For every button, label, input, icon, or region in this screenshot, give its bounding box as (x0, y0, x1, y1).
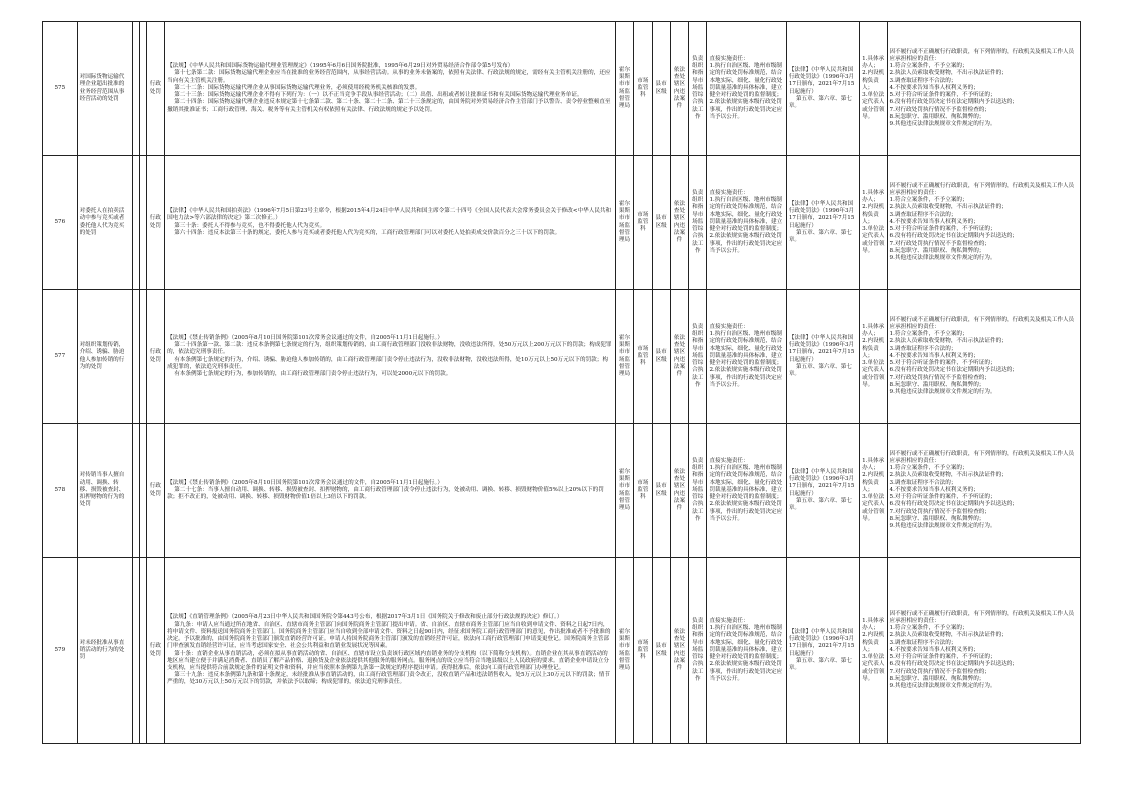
responsible-subject: 1.具体承办人； 2.内设机构负责人； 3.单位法定代表人或分管领导。 (860, 22, 887, 156)
table-row (43, 558, 1081, 744)
internal-unit: 市场监管科 (634, 424, 652, 558)
table-row (43, 22, 1081, 156)
accountability-situations: 因不履行或不正确履行行政职责，有下列情形的，行政机关及相关工作人员应承担相应的责任： 1.符合立案条件，不予立案的； 2.执法人员索取收受财物，不出示执法证件的； 3.调查取证程序不合法的； 4.不按要求告知当事人权利义务的； 5.对于符合听证条件的案件，不予听证的； 6.没有将行政处罚决定书在法定期限内予以送达的； 7.对行政处罚执行情况不予监督检查的； 8.玩忽职守、滥用职权、徇私舞弊的； 9.其他违反法律法规规章文件规定的行为。 (887, 424, 1080, 558)
unit-duty: 负责组织和指导市场监管综合执法工作 (689, 558, 707, 744)
table-row (43, 424, 1081, 558)
unit-duty: 负责组织和指导市场监管综合执法工作 (689, 22, 707, 156)
exercise-level: 县市区级 (652, 156, 670, 290)
sub-item-cell (132, 558, 139, 744)
responsibility-items: 直接实施责任： 1.执行自治区级、地州市级制定的行政处罚标准规范，结合本地实际，细化、量化行政处罚裁量基准的具体标准，建立健全对行政处罚的监督制度； 2.依法依规实施本级行政处罚事项，作出的行政处罚决定应当予以公开。 (707, 424, 786, 558)
responsibility-items: 直接实施责任： 1.执行自治区级、地州市级制定的行政处罚标准规范，结合本地实际，细化、量化行政处罚裁量基准的具体标准，建立健全对行政处罚的监督制度； 2.依法依规实施本级行政处罚事项，作出的行政处罚决定应当予以公开。 (707, 558, 786, 744)
responsibility-items: 直接实施责任： 1.执行自治区级、地州市级制定的行政处罚标准规范，结合本地实际，细化、量化行政处罚裁量基准的具体标准，建立健全对行政处罚的监督制度； 2.依法依规实施本级行政处罚事项，作出的行政处罚决定应当予以公开。 (707, 22, 786, 156)
exercise-level: 县市区级 (652, 558, 670, 744)
power-type: 行政处罚 (146, 290, 164, 424)
department: 霍尔果斯市市场监督管理局 (615, 558, 633, 744)
responsible-subject: 1.具体承办人； 2.内设机构负责人； 3.单位法定代表人或分管领导。 (860, 156, 887, 290)
power-list-table (42, 21, 1081, 744)
exercise-scope: 依法查处辖区内违法案件 (670, 22, 688, 156)
accountability-situations: 因不履行或不正确履行行政职责，有下列情形的，行政机关及相关工作人员应承担相应的责任： 1.符合立案条件，不予立案的； 2.执法人员索取收受财物，不出示执法证件的； 3.调查取证程序不合法的； 4.不按要求告知当事人权利义务的； 5.对于符合听证条件的案件，不予听证的； 6.没有将行政处罚决定书在法定期限内予以送达的； 7.对行政处罚执行情况不予监督检查的； 8.玩忽职守、滥用职权、徇私舞弊的； 9.其他违反法律法规规章文件规定的行为。 (887, 558, 1080, 744)
department: 霍尔果斯市市场监督管理局 (615, 22, 633, 156)
department: 霍尔果斯市市场监督管理局 (615, 424, 633, 558)
row-number: 579 (43, 558, 78, 744)
unit-duty: 负责组织和指导市场监管综合执法工作 (689, 424, 707, 558)
unit-duty: 负责组织和指导市场监管综合执法工作 (689, 156, 707, 290)
item-name: 对传销当事人擅自动用、调换、转移、损毁被查封、扣押财物的行为的处罚 (77, 424, 132, 558)
sub-item-cell (132, 156, 139, 290)
responsible-subject: 1.具体承办人； 2.内设机构负责人； 3.单位法定代表人或分管领导。 (860, 424, 887, 558)
legal-basis: 【法规】《直销管理条例》（2005年8月23日中华人民共和国国务院令第443号公布，根据2017年3月1日《国务院关于修改和废止部分行政法规的决定》修订。） 第九条：申请人应当通过所在地省、自治区、直辖市商务主管部门向国务院商务主管部门提出申请。省、自治区、直辖市商务主管部门应当自收到申请文件、资料之日起7日内，将申请文件、资料报送国务院商务主管部门。国务院商务主管部门应当自收到全部申请文件、资料之日起90日内，经征求国务院工商行政管理部门的意见，作出批准或者不予批准的决定。予以批准的，由国务院商务主管部门颁发直销经营许可证。申请人持国务院商务主管部门颁发的直销经营许可证，依法向工商行政管理部门申请变更登记。国务院商务主管部门审查颁发直销经营许可证，应当考虑国家安全、社会公共利益和直销业发展状况等因素。 第十条：直销企业从事直销活动，必须在拟从事直销活动的省、自治区、直辖市设立负责该行政区域内直销业务的分支机构（以下简称分支机构）。直销企业在其从事直销活动的地区应当建立便于并满足消费者、直销员了解产品价格、退换货及企业依法提供其他服务的服务网点。服务网点的设立应当符合当地县级以上人民政府的要求。直销企业申请设立分支机构，应当提供符合前款规定条件的证明文件和资料，并应当依照本条例第九条第一款规定的程序提出申请。获得批准后，依法向工商行政管理部门办理登记。 第三十九条：违反本条例第九条和第十条规定，未经批准从事直销活动的，由工商行政管理部门责令改正，没收直销产品和违法销售收入，处5万元以上30万元以下的罚款；情节严重的，处30万元以上50万元以下的罚款，并依法予以取缔；构成犯罪的，依法追究刑事责任。 (165, 558, 616, 744)
sub-item-cell-2 (139, 156, 146, 290)
sub-item-cell-2 (139, 290, 146, 424)
exercise-scope: 依法查处辖区内违法案件 (670, 156, 688, 290)
legal-basis: 【法规】《中华人民共和国国际货物运输代理业管理规定》（1995年6月6日国务院批准，1995年6月29日对外贸易经济合作部令第5号发布） 第十七条第二款：国际货物运输代理企业应当在批准的业务经营范围内，从事经营活动。从事的业务未备案的，依照有关法律、行政法规的规定，需经有关主管机关注册的，还应当向有关主管机关注册。 第二十二条：国际货物运输代理企业从事国际货物运输代理业务，必须使用经税务机关核准的发票。 第二十三条：国际货物运输代理企业不得有下列行为：（一）以不正当竞争手段从事经营活动；（二）出借、出租或者转让批准证书和有关国际货物运输代理业务单证。 第二十四条：国际货物运输代理企业违反本规定第十七条第二款、第二十条、第二十二条、第二十三条规定的，由国务院对外贸易经济合作主管部门予以警告、责令停业整顿直至撤销其批准证书；工商行政管理、海关、税务等有关主管机关有权依照有关法律、行政法规的规定予以处罚。 (165, 22, 616, 156)
department: 霍尔果斯市市场监督管理局 (615, 290, 633, 424)
accountability-situations: 因不履行或不正确履行行政职责，有下列情形的，行政机关及相关工作人员应承担相应的责任： 1.符合立案条件，不予立案的； 2.执法人员索取收受财物，不出示执法证件的； 3.调查取证程序不合法的； 4.不按要求告知当事人权利义务的； 5.对于符合听证条件的案件，不予听证的； 6.没有将行政处罚决定书在法定期限内予以送达的； 7.对行政处罚执行情况不予监督检查的； 8.玩忽职守、滥用职权、徇私舞弊的； 9.其他违反法律法规规章文件规定的行为。 (887, 156, 1080, 290)
unit-duty: 负责组织和指导市场监管综合执法工作 (689, 290, 707, 424)
power-type: 行政处罚 (146, 558, 164, 744)
responsibility-basis: 【法律】《中华人民共和国行政处罚法》（1996年3月17日颁布，2021年7月15日起施行） 第五章、第六章、第七章。 (786, 424, 859, 558)
item-name: 对国际货物运输代理企业超出批准的业务经营范围从事经营活动的处罚 (77, 22, 132, 156)
sub-item-cell-2 (139, 558, 146, 744)
internal-unit: 市场监管科 (634, 290, 652, 424)
power-type: 行政处罚 (146, 156, 164, 290)
item-name: 对未经批准从事直销活动的行为的处罚 (77, 558, 132, 744)
legal-basis: 【法规】《禁止传销条例》（2005年8月10日国务院第101次常务会议通过的文件，自2005年11月1日起施行。） 第二十四条第一款、第二款：违反本条例第七条规定的行为，组织策划传销的，由工商行政管理部门没收非法财物，没收违法所得，处50万元以上200万元以下的罚款；构成犯罪的，依法追究刑事责任。 有本条例第七条规定的行为，介绍、诱骗、胁迫他人参加传销的，由工商行政管理部门责令停止违法行为，没收非法财物，没收违法所得，处10万元以上50万元以下的罚款；构成犯罪的，依法追究刑事责任。 有本条例第七条规定的行为，参加传销的，由工商行政管理部门责令停止违法行为，可以处2000元以下的罚款。 (165, 290, 616, 424)
accountability-situations: 因不履行或不正确履行行政职责，有下列情形的，行政机关及相关工作人员应承担相应的责任： 1.符合立案条件，不予立案的； 2.执法人员索取收受财物，不出示执法证件的； 3.调查取证程序不合法的； 4.不按要求告知当事人权利义务的； 5.对于符合听证条件的案件，不予听证的； 6.没有将行政处罚决定书在法定期限内予以送达的； 7.对行政处罚执行情况不予监督检查的； 8.玩忽职守、滥用职权、徇私舞弊的； 9.其他违反法律法规规章文件规定的行为。 (887, 290, 1080, 424)
legal-basis: 【法规】《禁止传销条例》（2005年8月10日国务院第101次常务会议通过的文件，自2005年11月1日起施行。） 第二十七条：当事人擅自动用、调换、转移、损毁被查封、扣押财物的，由工商行政管理部门责令停止违法行为，处被动用、调换、转移、损毁财物价值5%以上20%以下的罚款；拒不改正的，处被动用、调换、转移、损毁财物价值1倍以上3倍以下的罚款。 (165, 424, 616, 558)
exercise-scope: 依法查处辖区内违法案件 (670, 558, 688, 744)
accountability-situations: 因不履行或不正确履行行政职责，有下列情形的，行政机关及相关工作人员应承担相应的责任： 1.符合立案条件，不予立案的； 2.执法人员索取收受财物，不出示执法证件的； 3.调查取证程序不合法的； 4.不按要求告知当事人权利义务的； 5.对于符合听证条件的案件，不予听证的； 6.没有将行政处罚决定书在法定期限内予以送达的； 7.对行政处罚执行情况不予监督检查的； 8.玩忽职守、滥用职权、徇私舞弊的； 9.其他违反法律法规规章文件规定的行为。 (887, 22, 1080, 156)
responsibility-items: 直接实施责任： 1.执行自治区级、地州市级制定的行政处罚标准规范，结合本地实际，细化、量化行政处罚裁量基准的具体标准，建立健全对行政处罚的监督制度； 2.依法依规实施本级行政处罚事项，作出的行政处罚决定应当予以公开。 (707, 290, 786, 424)
row-number: 577 (43, 290, 78, 424)
department: 霍尔果斯市市场监督管理局 (615, 156, 633, 290)
item-name: 对组织策划传销，介绍、诱骗、胁迫他人参加传销的行为的处罚 (77, 290, 132, 424)
sub-item-cell (132, 22, 139, 156)
internal-unit: 市场监管科 (634, 558, 652, 744)
internal-unit: 市场监管科 (634, 22, 652, 156)
responsibility-basis: 【法律】《中华人民共和国行政处罚法》（1996年3月17日颁布，2021年7月15日起施行） 第五章、第六章、第七章。 (786, 156, 859, 290)
exercise-scope: 依法查处辖区内违法案件 (670, 424, 688, 558)
responsibility-basis: 【法律】《中华人民共和国行政处罚法》（1996年3月17日颁布，2021年7月15日起施行） 第五章、第六章、第七章。 (786, 290, 859, 424)
exercise-level: 县市区级 (652, 290, 670, 424)
sub-item-cell (132, 290, 139, 424)
responsibility-basis: 【法律】《中华人民共和国行政处罚法》（1996年3月17日颁布，2021年7月15日起施行） 第五章、第六章、第七章。 (786, 22, 859, 156)
row-number: 575 (43, 22, 78, 156)
sub-item-cell-2 (139, 22, 146, 156)
row-number: 578 (43, 424, 78, 558)
sub-item-cell (132, 424, 139, 558)
power-type: 行政处罚 (146, 22, 164, 156)
sub-item-cell-2 (139, 424, 146, 558)
responsibility-basis: 【法律】《中华人民共和国行政处罚法》（1996年3月17日颁布，2021年7月15日起施行） 第五章、第六章、第七章。 (786, 558, 859, 744)
table-row (43, 290, 1081, 424)
power-type: 行政处罚 (146, 424, 164, 558)
row-number: 576 (43, 156, 78, 290)
legal-basis: 【法律】《中华人民共和国拍卖法》（1996年7月5日第23号主席令，根据2015年4月24日中华人民共和国主席令第二十四号《全国人民代表大会常务委员会关于修改<中华人民共和国电力法>等六部法律的决定》第二次修正。） 第三十条：委托人不得参与竞买，也不得委托他人代为竞买。 第六十四条：违反本法第三十条的规定，委托人参与竞买或者委托他人代为竞买的，工商行政管理部门可以对委托人处拍卖成交价款百分之三十以下的罚款。 (165, 156, 616, 290)
responsibility-items: 直接实施责任： 1.执行自治区级、地州市级制定的行政处罚标准规范，结合本地实际，细化、量化行政处罚裁量基准的具体标准，建立健全对行政处罚的监督制度； 2.依法依规实施本级行政处罚事项，作出的行政处罚决定应当予以公开。 (707, 156, 786, 290)
table-row (43, 156, 1081, 290)
internal-unit: 市场监管科 (634, 156, 652, 290)
exercise-level: 县市区级 (652, 22, 670, 156)
exercise-level: 县市区级 (652, 424, 670, 558)
responsible-subject: 1.具体承办人； 2.内设机构负责人； 3.单位法定代表人或分管领导。 (860, 558, 887, 744)
responsible-subject: 1.具体承办人； 2.内设机构负责人； 3.单位法定代表人或分管领导。 (860, 290, 887, 424)
item-name: 对委托人在拍卖活动中参与竞买或者委托他人代为竞买的处罚 (77, 156, 132, 290)
exercise-scope: 依法查处辖区内违法案件 (670, 290, 688, 424)
